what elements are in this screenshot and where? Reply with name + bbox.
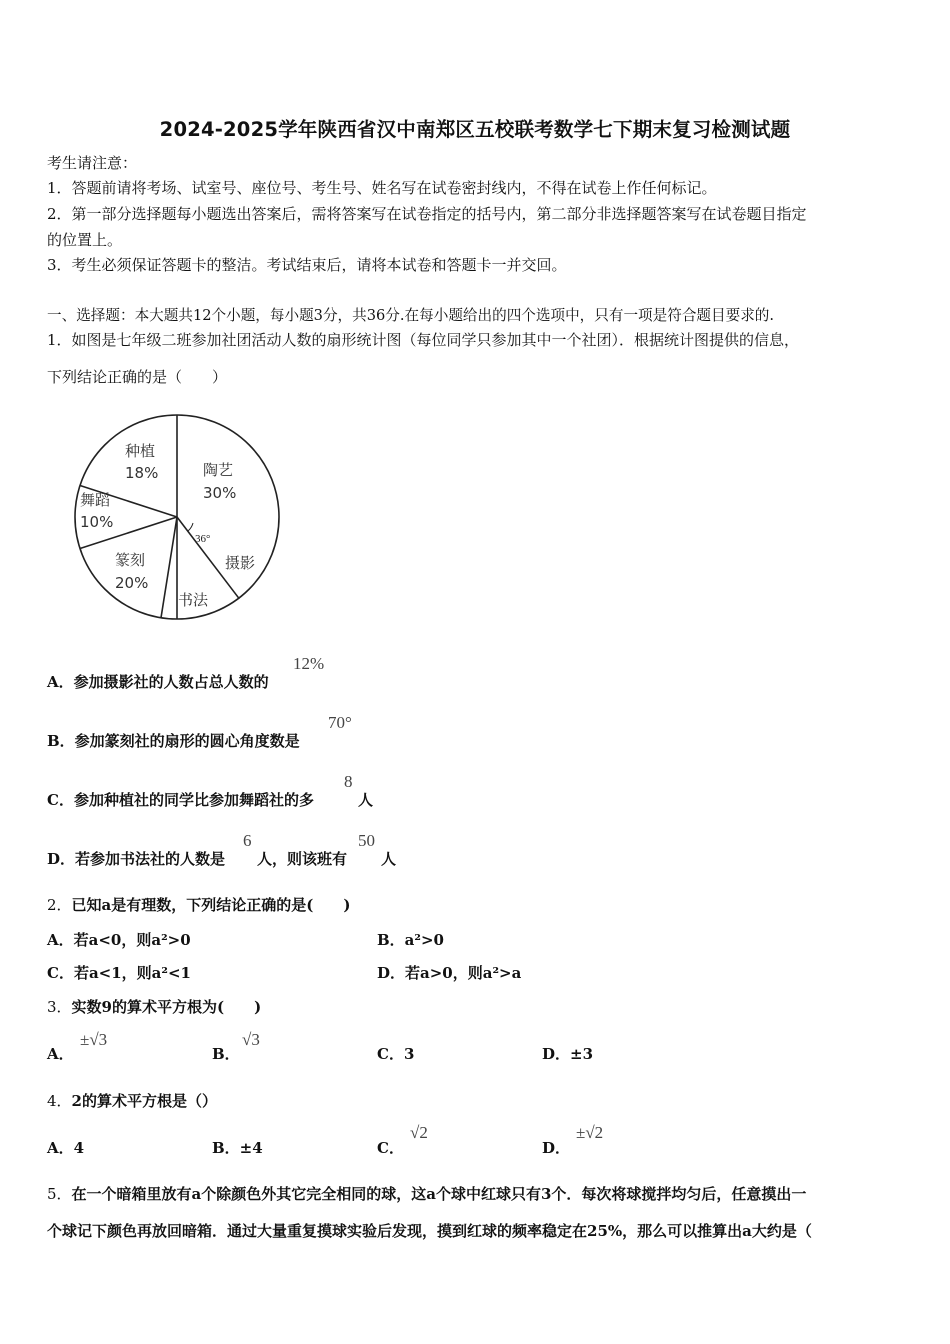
q4-option-c[interactable]: C． xyxy=(377,1139,404,1157)
notice-heading: 考生请注意： xyxy=(47,154,138,172)
pie-label-zhongzhi: 种植 xyxy=(125,442,156,460)
q4-option-d[interactable]: D． xyxy=(542,1139,571,1157)
q2-option-b[interactable]: B．a²>0 xyxy=(377,931,444,949)
q4-text: 2的算术平方根是（） xyxy=(71,1092,217,1110)
angle-label: 36° xyxy=(195,533,211,545)
q1-option-a-math: 12% xyxy=(293,654,325,673)
q3-option-a[interactable]: A． xyxy=(47,1045,74,1063)
q4-number: 4． xyxy=(47,1092,72,1110)
q2-option-a[interactable]: A．若a<0，则a²>0 xyxy=(47,931,191,949)
pie-label-taoyi: 陶艺 xyxy=(203,461,234,479)
q4-option-c-math: √2 xyxy=(410,1123,428,1142)
pie-label-sheying: 摄影 xyxy=(225,554,256,572)
q4-stem xyxy=(47,1090,217,1111)
notice-item-1: 1．答题前请将考场、试室号、座位号、考生号、姓名写在试卷密封线内，不得在试卷上作任何标记。 xyxy=(47,179,717,197)
pie-pct-taoyi: 30% xyxy=(203,484,237,502)
q1-option-b-math: 70° xyxy=(328,713,352,732)
angle-arc xyxy=(188,523,193,531)
q3-option-d[interactable]: D．±3 xyxy=(542,1045,594,1063)
notice-item-3: 3．考生必须保证答题卡的整洁。考试结束后，请将本试卷和答题卡一并交回。 xyxy=(47,256,567,274)
q3-text: 实数9的算术平方根为( ) xyxy=(71,998,262,1016)
q1-number: 1． xyxy=(47,331,72,349)
q3-option-c[interactable]: C．3 xyxy=(377,1045,415,1063)
pie-label-zhuanke: 篆刻 xyxy=(115,551,146,569)
q4-option-b[interactable]: B．±4 xyxy=(212,1139,263,1157)
pie-pct-wudao: 10% xyxy=(80,513,114,531)
pie-label-shufa: 书法 xyxy=(178,591,209,609)
q1-option-d-mid: 人，则该班有 xyxy=(257,850,348,868)
q1-option-d-unit: 人 xyxy=(381,850,397,868)
q1-option-c-math: 8 xyxy=(344,772,353,791)
pie-pct-zhongzhi: 18% xyxy=(125,464,159,482)
pie-label-wudao: 舞蹈 xyxy=(80,491,111,509)
q5-stem xyxy=(47,1183,806,1204)
q4-option-d-math: ±√2 xyxy=(576,1123,604,1142)
q2-option-c[interactable]: C．若a<1，则a²<1 xyxy=(47,964,191,982)
q1-line2: 下列结论正确的是（ ） xyxy=(47,368,228,386)
q1-option-b[interactable]: B．参加篆刻社的扇形的圆心角度数是 xyxy=(47,732,300,750)
q1-option-d-math1: 6 xyxy=(243,831,252,850)
notice-item-2: 2．第一部分选择题每小题选出答案后，需将答案写在试卷指定的括号内，第二部分非选择题答案写在试卷题目指定 xyxy=(47,205,807,223)
pie-chart xyxy=(70,405,290,630)
q3-option-b[interactable]: B． xyxy=(212,1045,240,1063)
q3-option-b-math: √3 xyxy=(242,1030,260,1049)
q1-stem xyxy=(47,329,799,350)
q3-option-a-math: ±√3 xyxy=(80,1030,108,1049)
q4-option-a[interactable]: A．4 xyxy=(47,1139,85,1157)
page-title: 2024-2025学年陕西省汉中南郑区五校联考数学七下期末复习检测试题 xyxy=(159,118,791,141)
pie-pct-zhuanke: 20% xyxy=(115,574,149,592)
q1-option-c[interactable]: C．参加种植社的同学比参加舞蹈社的多 xyxy=(47,791,314,809)
q2-stem xyxy=(47,894,350,915)
section-heading: 一、选择题：本大题共12个小题，每小题3分，共36分.在每小题给出的四个选项中，只有一项是符合题目要求的. xyxy=(47,307,775,324)
q1-option-d-math2: 50 xyxy=(358,831,375,850)
q2-number: 2． xyxy=(47,896,72,914)
notice-item-2-cont: 的位置上。 xyxy=(47,231,123,249)
q3-stem xyxy=(47,996,261,1017)
q1-option-d[interactable]: D．若参加书法社的人数是 xyxy=(47,850,226,868)
q1-option-c-unit: 人 xyxy=(358,791,374,809)
q5-line1: 在一个暗箱里放有a个除颜色外其它完全相同的球，这a个球中红球只有3个．每次将球搅拌均匀后，任意摸出一 xyxy=(71,1185,807,1203)
q5-line2: 个球记下颜色再放回暗箱．通过大量重复摸球实验后发现，摸到红球的频率稳定在25%，那么可以推算出a大约是（ xyxy=(47,1222,812,1240)
q2-text: 已知a是有理数，下列结论正确的是( ) xyxy=(71,896,351,914)
q1-line1: 如图是七年级二班参加社团活动人数的扇形统计图（每位同学只参加其中一个社团）．根据统计图提供的信息， xyxy=(71,331,800,349)
q2-option-d[interactable]: D．若a>0，则a²>a xyxy=(377,964,522,982)
q5-number: 5． xyxy=(47,1185,72,1203)
q1-option-a[interactable]: A．参加摄影社的人数占总人数的 xyxy=(47,673,269,691)
q3-number: 3． xyxy=(47,998,72,1016)
